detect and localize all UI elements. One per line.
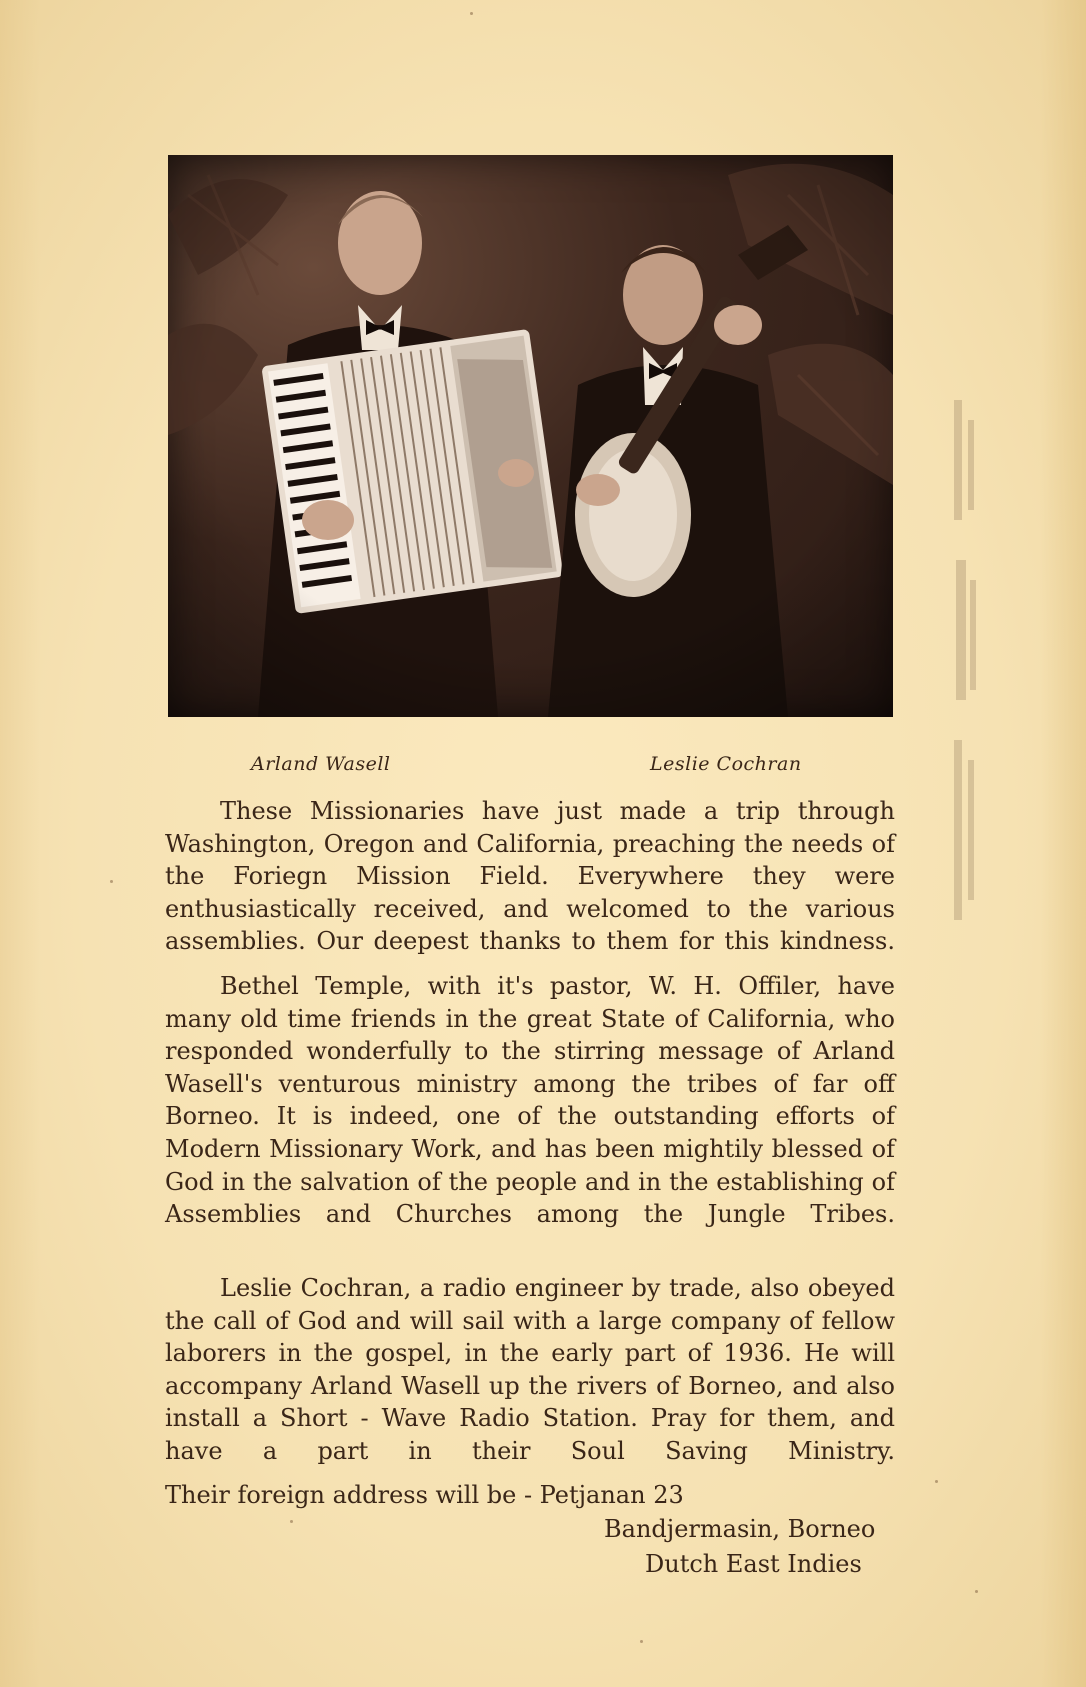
- caption-right: Leslie Cochran: [650, 753, 802, 775]
- paragraph-3-text: Leslie Cochran, a radio engineer by trade, also obeyed the call of God and will sail with a large company of fellow laborers in the gospel, in the early part of 1936. He will accompany Arland Wasell up the rivers of Borneo, and also install a Short - Wave Radio Station. Pray for them, and have a part in their Soul Saving Ministry.: [165, 1274, 895, 1465]
- paragraph-2: [165, 970, 895, 1231]
- address-city: Bandjermasin, Borneo: [604, 1515, 876, 1543]
- address-country: Dutch East Indies: [645, 1550, 862, 1578]
- photograph-illustration: [168, 155, 893, 717]
- paragraph-3: [165, 1272, 895, 1468]
- missionaries-photograph: [168, 155, 893, 717]
- caption-left: Arland Wasell: [251, 753, 391, 775]
- paragraph-2-text: Bethel Temple, with it's pastor, W. H. Offiler, have many old time friends in the great State of California, who responded wonderfully to the stirring message of Arland Wasell's venturous ministry among the tribes of far off Borneo. It is indeed, one of the outstanding efforts of Modern Missionary Work, and has been mightily blessed of God in the salvation of the people and in the establishing of Assemblies and Churches among the Jungle Tribes.: [165, 972, 895, 1229]
- paragraph-1-text: These Missionaries have just made a trip through Washington, Oregon and California, preaching the needs of the Foriegn Mission Field. Everywhere they were enthusiastically received, and welcomed to the various assemblies. Our deepest thanks to them for this kindness.: [165, 797, 895, 956]
- bleed-through-stain: [948, 400, 988, 940]
- paragraph-1: [165, 795, 895, 958]
- address-intro: Their foreign address will be - Petjanan 23: [165, 1481, 684, 1509]
